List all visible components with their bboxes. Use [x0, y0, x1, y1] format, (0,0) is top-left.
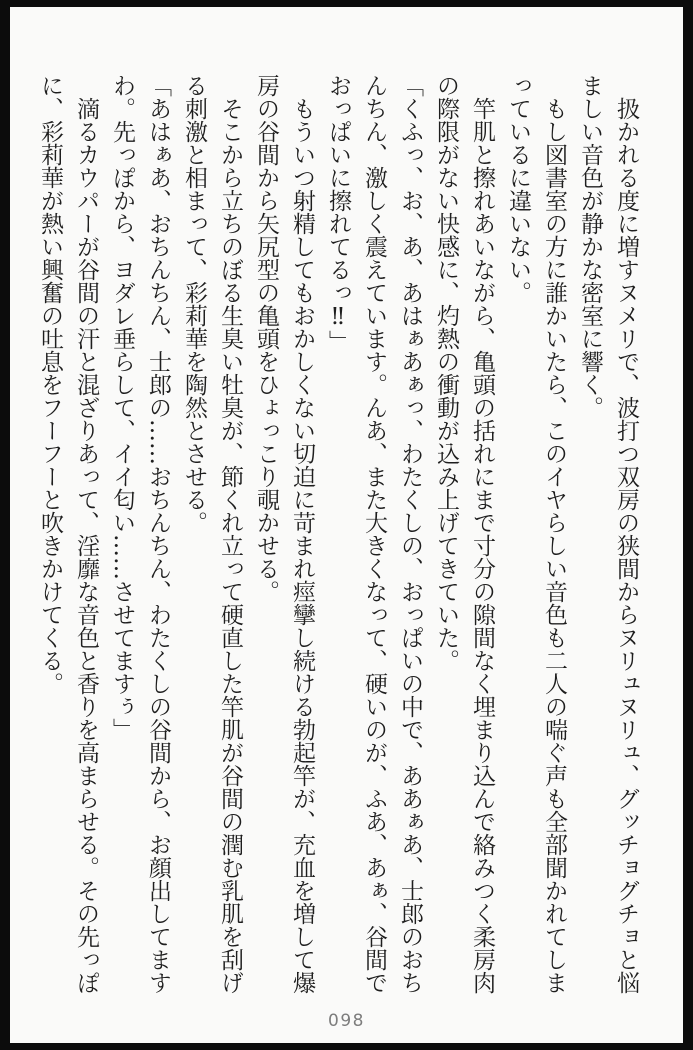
body-text [32, 74, 644, 994]
text-column: もういつ射精してもおかしくない切迫に苛まれ痙攣し続ける勃起竿が、充血を増して爆 [289, 97, 315, 994]
text-column: おっぱいに擦れてるっ‼」 [325, 74, 351, 353]
text-column: 房の谷間から矢尻型の亀頭をひょっこり覗かせる。 [253, 74, 279, 603]
text-column: そこから立ちのぼる生臭い牡臭が、節くれ立って硬直した竿肌が谷間の潤む乳肌を刮げ [217, 97, 243, 994]
text-column: 滴るカウパーが谷間の汗と混ざりあって、淫靡な音色と香りを高まらせる。その先っぽ [73, 97, 99, 994]
text-column: っているに違いない。 [505, 74, 531, 304]
text-column: 竿肌と擦れあいながら、亀頭の括れにまで寸分の隙間なく埋まり込んで絡みつく柔房肉 [469, 97, 495, 994]
text-column: 「くふっ、お、あ、あはぁあぁっ、わたくしの、おっぱいの中で、ああぁあ、士郎のおち [397, 74, 423, 994]
text-column: 扱かれる度に増すヌメリで、波打つ双房の狭間からヌリュヌリュ、グッチョグチョと悩 [613, 97, 639, 994]
text-column: んちん、激しく震えています。んあ、また大きくなって、硬いのが、ふあ、あぁ、谷間で [361, 74, 387, 994]
text-column: る刺激と相まって、彩莉華を陶然とさせる。 [181, 74, 207, 534]
text-column: わ。先っぽから、ヨダレ垂らして、イイ匂い……させてますぅ」 [109, 74, 135, 741]
text-column: ましい音色が静かな密室に響く。 [577, 74, 603, 419]
text-column: に、彩莉華が熱い興奮の吐息をフーフーと吹きかけてくる。 [37, 74, 63, 695]
text-column: もし図書室の方に誰かいたら、このイヤらしい音色も二人の喘ぐ声も全部聞かれてしま [541, 97, 567, 994]
page-number: 098 [328, 1011, 365, 1031]
text-column: の際限がない快感に、灼熱の衝動が込み上げてきていた。 [433, 74, 459, 672]
book-page [10, 7, 683, 1043]
text-column: 「あはぁあ、おちんちん、士郎の……おちんちん、わたくしの谷間から、お顔出してます [145, 74, 171, 994]
